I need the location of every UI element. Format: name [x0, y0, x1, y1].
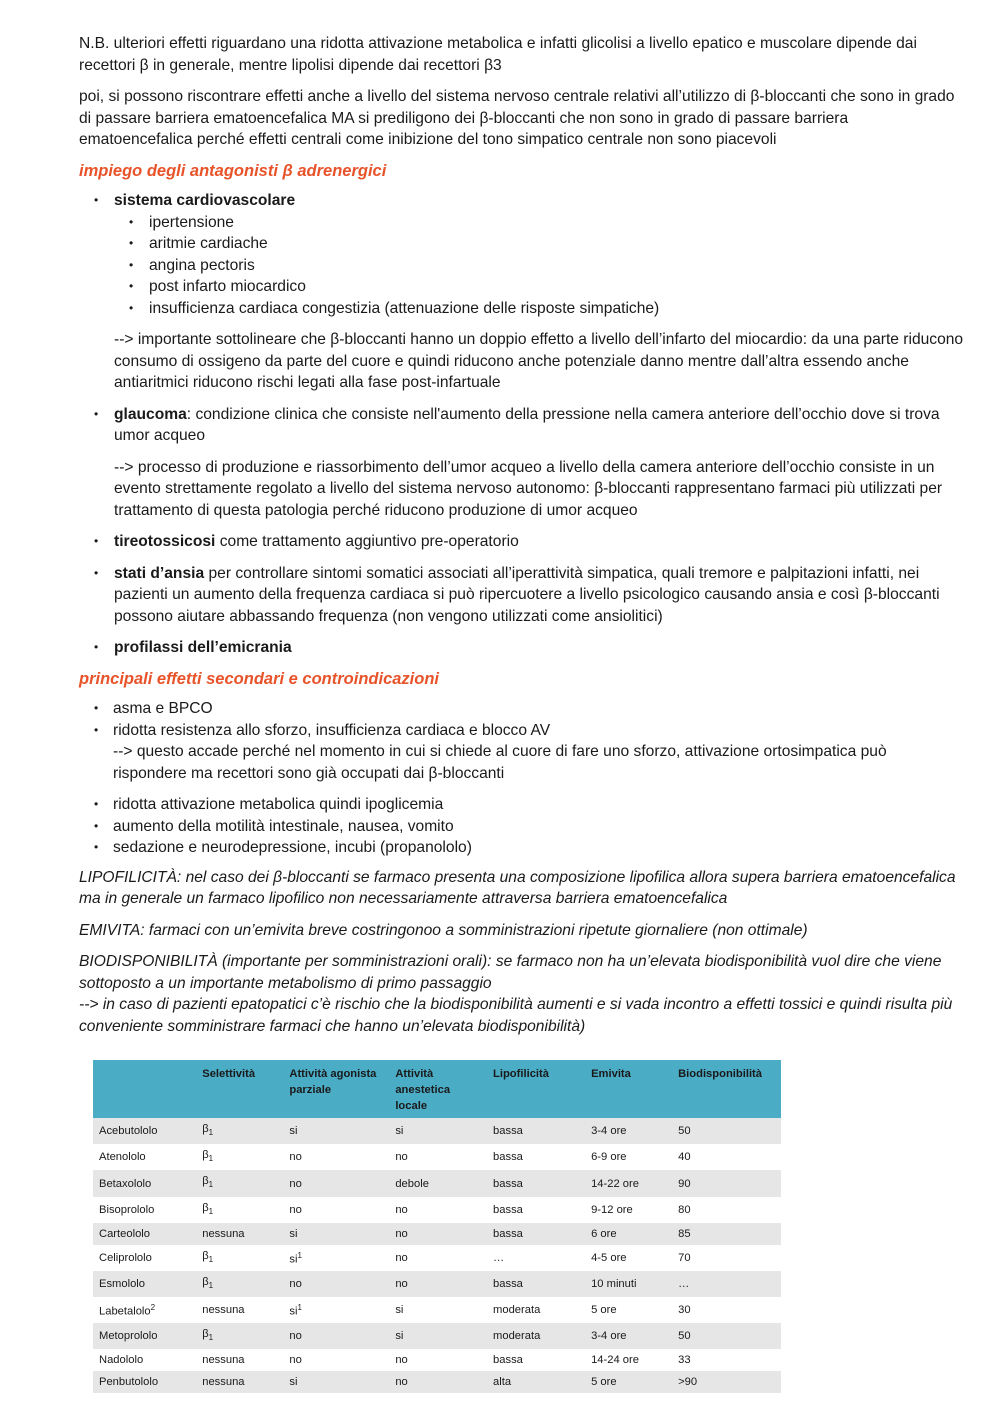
table-cell: 6 ore [585, 1223, 672, 1245]
table-body [93, 1118, 781, 1393]
table-cell: 6-9 ore [591, 1151, 627, 1164]
table-cell: 3-4 ore [585, 1118, 672, 1144]
glaucoma-text: : condizione clinica che consiste nell'aumento della pressione nella camera anteriore dell’occhio dove si trova umor acqueo [114, 405, 940, 444]
table-cell: no [283, 1323, 389, 1349]
emivita-paragraph: EMIVITA: farmaci con un’emivita breve costringonoo a somministrazioni ripetute giornaliere (non ottimale) [79, 921, 808, 939]
table-cell: $\beta_1$ [202, 1201, 214, 1216]
table-header-cell: Biodisponibilità [672, 1060, 781, 1118]
emicrania-title: profilassi dell’emicrania [114, 639, 292, 656]
table-cell: 33 [678, 1354, 691, 1367]
table-cell: nessuna [202, 1304, 245, 1317]
table-row [93, 1223, 781, 1245]
uses-list [79, 190, 964, 659]
table-cell: 50 [672, 1323, 781, 1349]
table-cell: Betaxololo [93, 1170, 196, 1196]
table-header-row [93, 1060, 781, 1118]
table-cell: si [283, 1371, 389, 1393]
intro-paragraph-2: poi, si possono riscontrare effetti anche a livello del sistema nervoso centrale relativi all’utilizzo di β-bloccanti che sono in grado di passare barriera ematoencefalica MA si prediligono dei β-bloccanti che non sono in grado di passare barriera ematoencefalica perché effetti centrali come inibizione del tono simpatico centrale non sono piacevoli [79, 88, 955, 148]
table-row [93, 1118, 781, 1144]
table-cell: Bisoprololo [99, 1203, 155, 1216]
table-cell: 9-12 ore [591, 1203, 633, 1216]
table-cell: $si^1$ [289, 1251, 302, 1266]
table-cell: >90 [672, 1371, 781, 1393]
biodisponibilita-note: --> in caso di pazienti epatopatici c’è rischio che la biodisponibilità aumenti e si vada incontro a effetti tossici e quindi risulta più conveniente somministrare farmaci che hanno un’elevata biodisponibilità) [79, 996, 953, 1035]
table-row [93, 1349, 781, 1371]
table-cell: si [395, 1304, 404, 1317]
table-cell: no [283, 1170, 389, 1196]
table-cell: Celiprololo [99, 1252, 152, 1265]
table-cell: bassa [487, 1170, 585, 1196]
list-item-cardio [79, 190, 964, 394]
biodisponibilita-paragraph: BIODISPONIBILITÀ (importante per somministrazioni orali): se farmaco non ha un’elevata biodisponibilità vuol dire che viene sottoposto a un importante metabolismo di primo passaggio [79, 953, 942, 992]
table-cell: no [395, 1354, 408, 1367]
table-cell: no [395, 1203, 408, 1216]
list-item-glaucoma [79, 404, 964, 522]
table-header-cell [93, 1060, 196, 1118]
table-cell: bassa [487, 1223, 585, 1245]
table-cell: si [283, 1223, 389, 1245]
table-cell: Metoprololo [93, 1323, 196, 1349]
table-cell: nessuna [196, 1371, 283, 1393]
table-cell: Atenololo [99, 1151, 146, 1164]
table-row [93, 1170, 781, 1196]
table-cell: 70 [678, 1252, 691, 1265]
beta-blockers-table-wrap [93, 1060, 781, 1389]
ansia-text: per controllare sintomi somatici associati all’iperattività simpatica, quali tremore e palpitazioni infatti, nei pazienti un aumento della frequenza cardiaca si può ripercuotere a livello psicologico causando ansia e così β-bloccanti possono aiutare abbassando frequenza (non vengono utilizzati come ansiolitici) [114, 564, 940, 625]
table-cell: nessuna [202, 1354, 245, 1367]
table-cell: no [395, 1252, 408, 1265]
table-cell: 40 [678, 1151, 691, 1164]
table-cell: si [389, 1118, 487, 1144]
table-row [93, 1371, 781, 1393]
table-cell: si [283, 1118, 389, 1144]
table-cell: no [389, 1223, 487, 1245]
table-cell: 10 minuti [585, 1271, 672, 1297]
table-cell: 85 [672, 1223, 781, 1245]
list-item: • aumento della motilità intestinale, nausea, vomito [79, 816, 964, 838]
tireo-text: come trattamento aggiuntivo pre-operatorio [215, 533, 519, 550]
table-cell: $\beta_1$ [202, 1149, 214, 1164]
table-cell: $\beta_1$ [196, 1170, 283, 1196]
effects-list-a [79, 698, 964, 741]
table-header-cell: Attività anestetica locale [389, 1060, 487, 1118]
table-cell: 30 [678, 1304, 691, 1317]
table-cell: Labetalolo$^2$ [99, 1303, 156, 1319]
table-cell: no [283, 1271, 389, 1297]
list-item: • asma e BPCO [79, 698, 964, 720]
table-cell: bassa [493, 1151, 523, 1164]
glaucoma-note: --> processo di produzione e riassorbimento dell’umor acqueo a livello della camera anteriore dell’occhio consiste in un evento strettamente regolato a livello del sistema nervoso autonomo: β-bloccanti rappresentano farmaci più utilizzati per trattamento di questa patologia perché riducono produzione di umor acqueo [114, 458, 943, 519]
table-cell: 5 ore [585, 1371, 672, 1393]
table-cell: $\beta_1$ [196, 1118, 283, 1144]
table-cell: 4-5 ore [591, 1252, 627, 1265]
table-cell: debole [389, 1170, 487, 1196]
table-cell: 80 [678, 1203, 691, 1216]
table-cell: no [389, 1371, 487, 1393]
table-cell: bassa [487, 1118, 585, 1144]
lipofilicita-paragraph: LIPOFILICITÀ: nel caso dei β-bloccanti se farmaco presenta una composizione lipofilica allora supera barriera ematoencefalica ma in generale un farmaco lipofilico non necessariamente attraversa barriera ematoencefalica [79, 868, 956, 907]
list-item: • angina pectoris [114, 255, 964, 277]
list-item: • ridotta resistenza allo sforzo, insufficienza cardiaca e blocco AV [79, 720, 964, 742]
table-cell: Penbutololo [93, 1371, 196, 1393]
cardio-sublist [114, 212, 964, 320]
table-cell: moderata [493, 1304, 541, 1317]
table-cell: $\beta_1$ [196, 1323, 283, 1349]
table-cell: nessuna [196, 1223, 283, 1245]
table-cell: no [289, 1203, 302, 1216]
table-header-cell: Emivita [585, 1060, 672, 1118]
table-row [93, 1144, 781, 1170]
table-cell: no [389, 1271, 487, 1297]
list-item-tireotossicosi [79, 531, 964, 553]
table-cell: si [389, 1323, 487, 1349]
table-cell: 5 ore [591, 1304, 617, 1317]
table-cell: Carteololo [93, 1223, 196, 1245]
list-item: • post infarto miocardico [114, 276, 964, 298]
cardio-title: sistema cardiovascolare [114, 192, 296, 209]
table-row [93, 1197, 781, 1223]
glaucoma-title: glaucoma [114, 405, 187, 423]
table-cell: bassa [493, 1354, 523, 1367]
table-cell: alta [487, 1371, 585, 1393]
list-item: • sedazione e neurodepressione, incubi (propanololo) [79, 837, 964, 859]
table-header-cell: Lipofilicità [487, 1060, 585, 1118]
table-header-cell: Selettività [196, 1060, 283, 1118]
table-cell: 14-22 ore [585, 1170, 672, 1196]
effects-list-b [79, 794, 964, 859]
table-cell: 3-4 ore [585, 1323, 672, 1349]
table-cell: no [289, 1354, 302, 1367]
table-cell: Acebutololo [93, 1118, 196, 1144]
table-row [93, 1323, 781, 1349]
beta-blockers-table [93, 1060, 781, 1393]
ansia-title: stati d’ansia [114, 564, 205, 582]
list-item: • ipertensione [114, 212, 964, 234]
table-cell: 90 [672, 1170, 781, 1196]
table-cell: no [289, 1151, 302, 1164]
list-item-emicrania [79, 637, 964, 659]
table-cell: $si^1$ [289, 1303, 302, 1319]
table-cell: bassa [487, 1271, 585, 1297]
section-heading-effetti: principali effetti secondari e controindicazioni [79, 669, 440, 688]
effects-note: --> questo accade perché nel momento in cui si chiede al cuore di fare uno sforzo, attivazione ortosimpatica può rispondere ma recettori sono già occupati dai β-bloccanti [113, 743, 887, 782]
tireo-title: tireotossicosi [114, 533, 216, 550]
table-cell: $\beta_1$ [196, 1271, 283, 1297]
table-cell: Esmololo [93, 1271, 196, 1297]
list-item: • ridotta attivazione metabolica quindi ipoglicemia [79, 794, 964, 816]
table-cell: … [493, 1252, 505, 1265]
table-header-cell: Attività agonista parziale [283, 1060, 389, 1118]
intro-paragraph-1: N.B. ulteriori effetti riguardano una ridotta attivazione metabolica e infatti glicolisi a livello epatico e muscolare dipende dai recettori β in generale, mentre lipolisi dipende dai recettori β3 [79, 35, 917, 74]
table-cell: moderata [487, 1323, 585, 1349]
table-cell: Nadololo [99, 1354, 144, 1367]
table-cell: bassa [493, 1203, 523, 1216]
list-item: • insufficienza cardiaca congestizia (attenuazione delle risposte simpatiche) [114, 298, 964, 320]
section-heading-impiego: impiego degli antagonisti β adrenergici [79, 161, 387, 180]
table-row [93, 1297, 781, 1323]
cardio-note: --> importante sottolineare che β-bloccanti hanno un doppio effetto a livello dell’infarto del miocardio: da una parte riducono consumo di ossigeno da parte del cuore e quindi riducono anche potenziale danno mentre dall’altra essendo anche antiaritmici riducono rischi legati alla fase post-infartuale [114, 331, 964, 391]
table-cell: 14-24 ore [591, 1354, 639, 1367]
table-cell: 50 [672, 1118, 781, 1144]
table-cell: no [395, 1151, 408, 1164]
list-item: • aritmie cardiache [114, 233, 964, 255]
document-page [79, 33, 964, 1037]
table-cell: $\beta_1$ [202, 1249, 214, 1265]
list-item-ansia [79, 563, 964, 628]
table-cell: … [672, 1271, 781, 1297]
table-row [93, 1245, 781, 1271]
table-row [93, 1271, 781, 1297]
